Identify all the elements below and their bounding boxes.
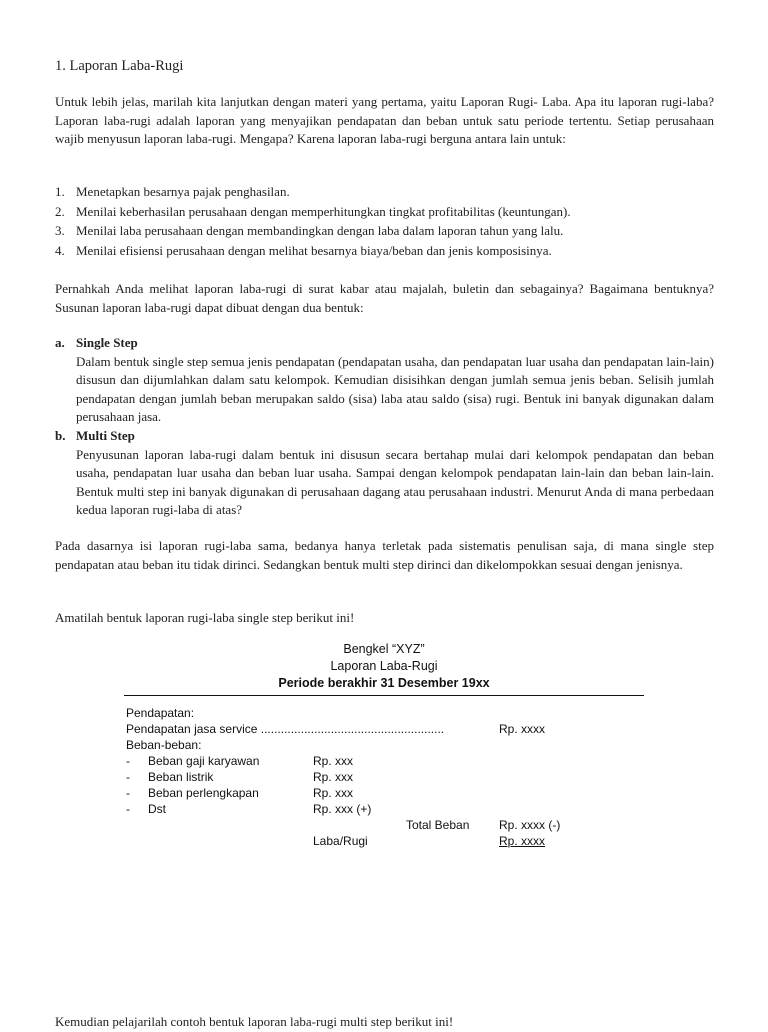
list-number: 4. [55,242,65,258]
intro-text: Untuk lebih jelas, marilah kita lanjutkan dengan materi yang pertama, yaitu Laporan Rugi- Laba. Apa itu laporan rugi-laba? Laporan laba-rugi adalah laporan yang menyajikan pendapatan dan beban untuk satu periode tertentu. Setiap perusahaan wajib menyusun laporan laba-rugi. Mengapa? Karena laporan laba-rugi berguna antara lain untuk: [55,94,714,146]
report-company: Bengkel “XYZ” [343,642,425,656]
list-text: Menetapkan besarnya pajak penghasilan. [76,184,290,199]
expense-row: - Beban perlengkapan Rp. xxx [126,786,354,800]
summary-text: Pada dasarnya isi laporan rugi-laba sama, bedanya hanya terletak pada sistematis penulisan saja, di mana single step pendapatan atau beban itu tidak dirinci. Sedangkan bentuk multi step dirinci dan dikelompokkan sesuai dengan jenisnya. [55,538,714,572]
form-description: Penyusunan laporan laba-rugi dalam bentuk ini disusun secara bertahap mulai dari kelompok pendapatan dan beban usaha, pendapatan luar usaha dan beban luar usaha. Sampai dengan kelompok pendapatan lain-lain dan beban lain-lain. Bentuk multi step ini banyak digunakan di perusahaan dagang atau perusahaan industri. Menurut Anda di mana perbedaan kedua laporan rugi-laba di atas? [76,446,714,517]
total-label: Total Beban [406,818,470,832]
list-text: Menilai keberhasilan perusahaan dengan memperhitungkan tingkat profitabilitas (keuntungan). [76,203,571,219]
list-number: 3. [55,223,65,238]
uses-list [55,182,714,260]
expense-amount: Rp. xxx [313,770,354,784]
result-label: Laba/Rugi [313,834,368,848]
expense-name: Beban gaji karyawan [148,754,260,768]
expense-amount: Rp. xxx [313,754,354,768]
expense-name: Beban listrik [148,770,214,784]
result-row [124,833,644,849]
next-instruction: Kemudian pelajarilah contoh bentuk laporan laba-rugi multi step berikut ini! [55,1014,454,1029]
list-number: 2. [55,203,65,219]
form-description: Dalam bentuk single step semua jenis pendapatan (pendapatan usaha, dan pendapatan luar usaha dan pendapatan lain-lain) disusun dan dijumlahkan dalam satu kelompok. Kemudian disisihkan dengan jumlah semua jenis beban. Selisih jumlah pendapatan dengan jumlah beban merupakan saldo (sisa) laba atau saldo (sisa) rugi. Bentuk ini banyak digunakan dalam perusahaan jasa. [76,353,714,424]
income-statement [124,641,644,849]
report-period: Periode berakhir 31 Desember 19xx [278,676,490,690]
intro-paragraph [55,93,714,149]
summary-paragraph [55,537,714,574]
expenses-label-row [124,737,644,753]
section-heading: 1. Laporan Laba-Rugi [55,58,184,74]
question-text: Pernahkah Anda melihat laporan laba-rugi di surat kabar atau majalah, buletin dan sebagainya? Bagaimana bentuknya? Susunan laporan laba-rugi dapat dibuat dengan dua bentuk: [55,281,714,315]
form-multi-step [55,427,714,520]
total-row [124,817,644,833]
expense-row: - Beban gaji karyawan Rp. xxx [126,754,354,768]
service-amount: Rp. xxxx [499,722,546,736]
form-letter: a. [55,335,65,350]
form-title: b. Multi Step [55,427,714,446]
list-item [55,182,714,202]
report-title: Laporan Laba-Rugi [330,659,438,673]
form-title: a. Single Step [55,334,714,353]
instruction-paragraph [55,609,714,628]
instruction-text: Amatilah bentuk laporan rugi-laba single step berikut ini! [55,610,355,625]
expense-name: Beban perlengkapan [148,786,259,800]
list-number: 1. [55,184,65,199]
income-label-row [124,705,644,721]
expense-row: - Dst Rp. xxx (+) [126,802,372,816]
list-item [55,202,714,222]
list-item [55,221,714,241]
expense-amount: Rp. xxx [313,786,354,800]
form-letter: b. [55,428,66,443]
income-label: Pendapatan: [126,706,195,720]
expense-name: Dst [148,802,166,816]
expenses-label: Beban-beban: [126,738,202,752]
total-amount: Rp. xxxx (-) [499,818,561,832]
expense-row: - Beban listrik Rp. xxx [126,770,354,784]
list-item [55,241,714,261]
list-text: Menilai laba perusahaan dengan membandingkan dengan laba dalam laporan tahun yang lalu. [76,223,564,238]
service-label: Pendapatan jasa service ....................................................... [126,722,445,736]
question-paragraph [55,280,714,317]
service-row [124,721,644,737]
form-single-step [55,334,714,427]
list-text: Menilai efisiensi perusahaan dengan melihat besarnya biaya/beban dan jenis komposisinya. [76,242,552,258]
result-amount: Rp. xxxx [499,834,546,848]
expense-amount: Rp. xxx (+) [313,802,372,816]
